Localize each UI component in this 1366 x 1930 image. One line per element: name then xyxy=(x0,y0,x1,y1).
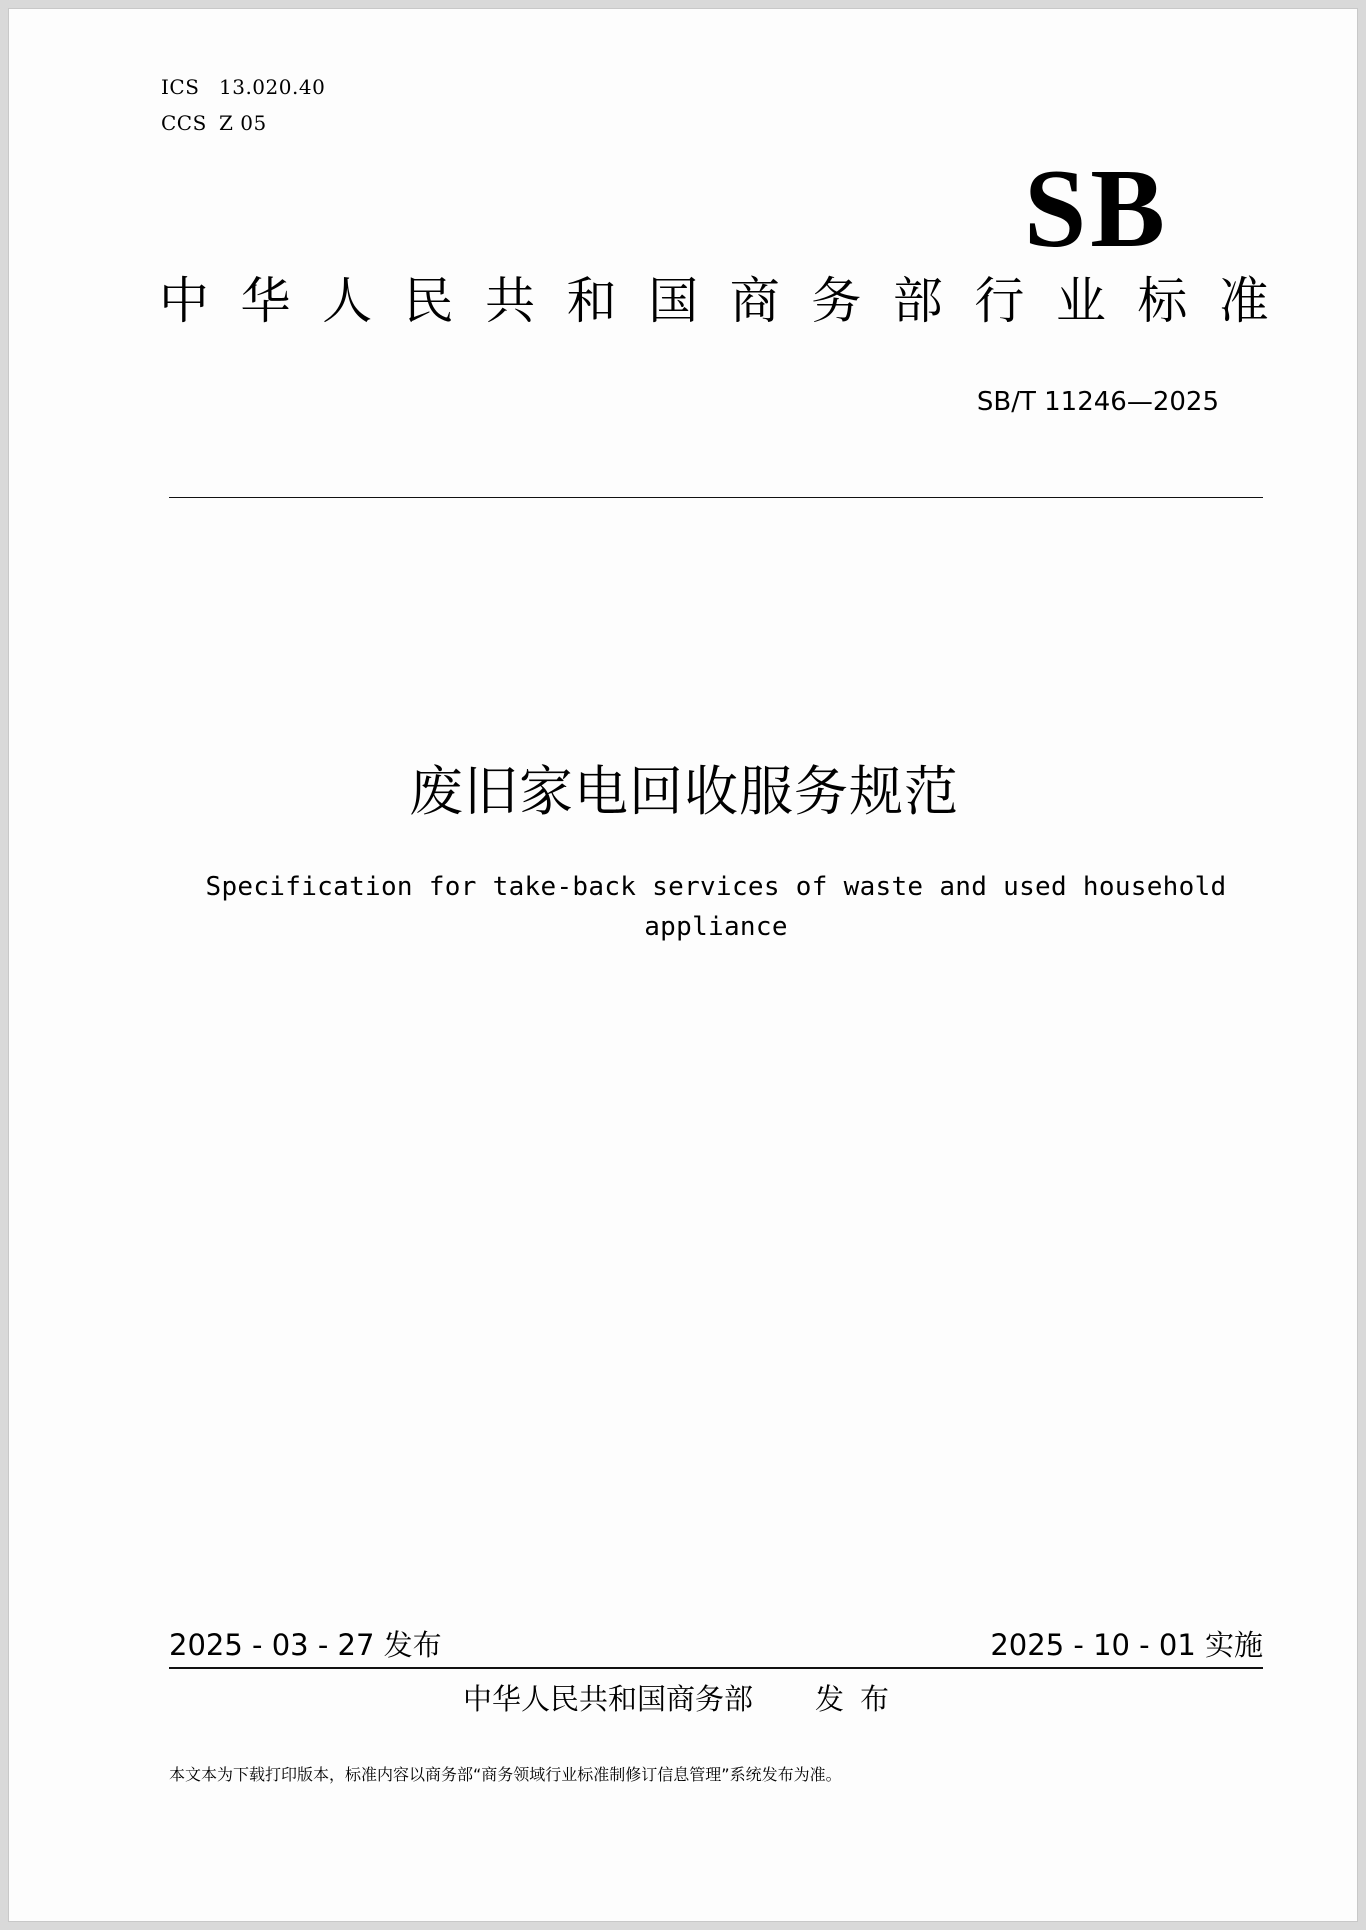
standard-category-title xyxy=(159,271,1269,331)
ccs-label: CCS xyxy=(161,111,207,135)
ics-value: 13.020.40 xyxy=(219,75,326,99)
standard-title-char: 中 xyxy=(159,272,209,330)
standard-code: SB/T 11246—2025 xyxy=(976,387,1219,417)
ics-line xyxy=(161,75,325,99)
standard-title-char: 人 xyxy=(322,272,373,330)
ccs-value: Z 05 xyxy=(219,111,267,135)
ics-label: ICS xyxy=(161,75,200,99)
standard-title-char: 部 xyxy=(892,272,943,330)
standard-title-char: 准 xyxy=(1218,272,1269,330)
release-date: 2025 - 03 - 27 发布 xyxy=(169,1628,442,1662)
standard-title-char: 业 xyxy=(1055,272,1106,330)
ccs-line xyxy=(161,111,267,135)
bottom-divider xyxy=(169,1667,1263,1669)
standard-title-char: 标 xyxy=(1137,272,1188,330)
standard-title-char: 务 xyxy=(811,272,862,330)
document-title-en xyxy=(169,867,1263,947)
issuer-action: 发布 xyxy=(815,1682,906,1716)
document-title-zh: 废旧家电回收服务规范 xyxy=(409,760,959,823)
document-title-en-line2: appliance xyxy=(644,912,788,942)
standard-title-char: 国 xyxy=(648,272,699,330)
issuer-name: 中华人民共和国商务部 xyxy=(462,1682,753,1716)
standard-title-char: 行 xyxy=(974,272,1025,330)
implementation-date: 2025 - 10 - 01 实施 xyxy=(990,1628,1263,1662)
document-title-en-line1: Specification for take-back services of waste and used household xyxy=(205,872,1227,902)
sb-logo: SB xyxy=(1024,147,1169,271)
issuer-line xyxy=(9,1677,1359,1718)
standard-title-char: 和 xyxy=(566,272,617,330)
standard-title-char: 共 xyxy=(485,272,536,330)
standard-title-char: 华 xyxy=(240,272,291,330)
standard-cover-page xyxy=(8,8,1358,1922)
standard-title-char: 商 xyxy=(729,272,780,330)
top-divider xyxy=(169,497,1263,498)
date-row xyxy=(169,1623,1263,1664)
download-disclaimer: 本文本为下载打印版本，标准内容以商务部“商务领域行业标准制修订信息管理”系统发布为准。 xyxy=(169,1765,842,1784)
standard-title-char: 民 xyxy=(403,272,454,330)
